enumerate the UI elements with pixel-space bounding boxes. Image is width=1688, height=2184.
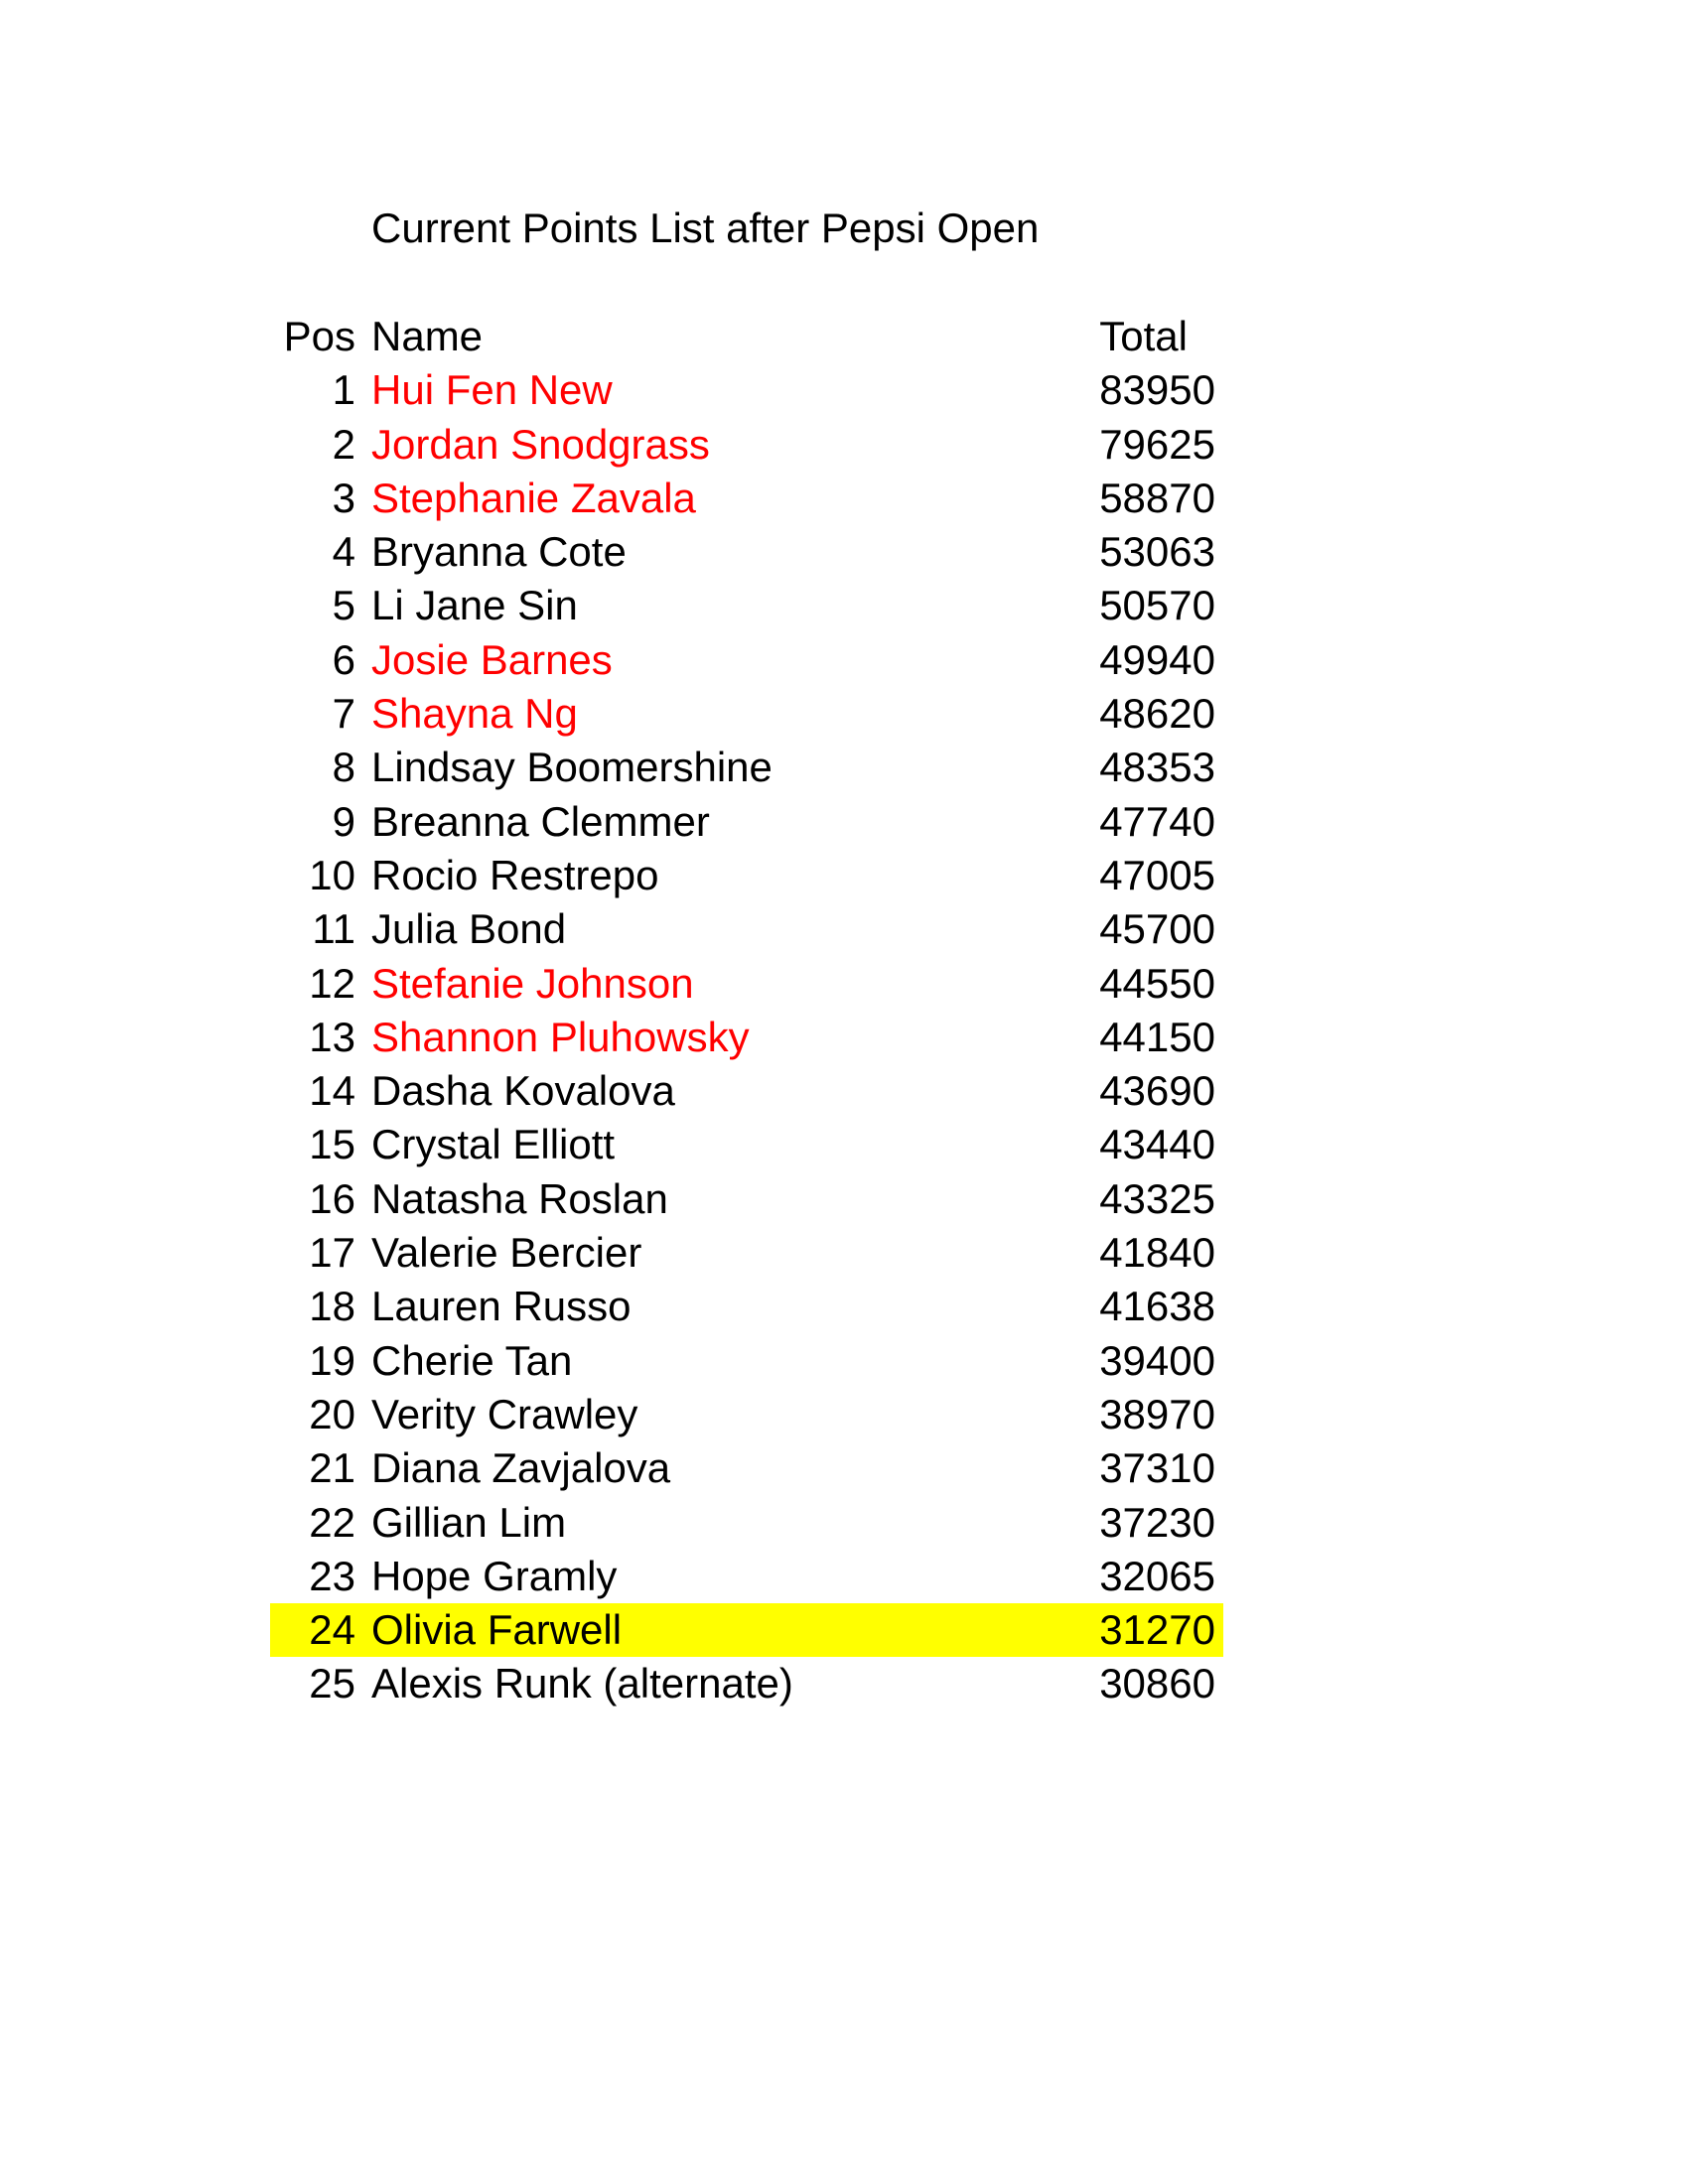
row-name: Hope Gramly: [371, 1552, 618, 1599]
table-row: [270, 849, 1223, 902]
table-row: [270, 1172, 1223, 1226]
table-row: [270, 795, 1223, 849]
row-pos: 5: [332, 582, 355, 629]
header-name: Name: [371, 313, 484, 359]
row-total: 43440: [1099, 1121, 1215, 1168]
table-row: [270, 741, 1223, 794]
table-row: [270, 1496, 1223, 1550]
row-pos: 7: [332, 690, 355, 738]
row-total: 47005: [1099, 851, 1215, 898]
table-row: [270, 363, 1223, 417]
table-row: [270, 1441, 1223, 1495]
row-name: Lauren Russo: [371, 1283, 632, 1330]
row-total: 48620: [1099, 690, 1215, 738]
row-total: 37310: [1099, 1444, 1215, 1492]
row-name: Crystal Elliott: [371, 1121, 616, 1168]
row-pos: 18: [309, 1283, 355, 1330]
row-name: Jordan Snodgrass: [371, 420, 710, 468]
row-total: 43690: [1099, 1067, 1215, 1115]
table-row: [270, 525, 1223, 579]
row-name: Dasha Kovalova: [371, 1067, 675, 1115]
row-pos: 20: [309, 1390, 355, 1437]
row-pos: 8: [332, 744, 355, 791]
row-name: Shannon Pluhowsky: [371, 1013, 750, 1060]
row-total: 44550: [1099, 959, 1215, 1007]
table-body: [270, 363, 1223, 1710]
row-name: Julia Bond: [371, 905, 567, 953]
table-row: [270, 1280, 1223, 1333]
row-pos: 23: [309, 1552, 355, 1599]
page-title: Current Points List after Pepsi Open: [371, 205, 1040, 251]
row-pos: 1: [332, 366, 355, 414]
row-total: 53063: [1099, 528, 1215, 576]
row-name: Josie Barnes: [371, 635, 613, 683]
table-row: [270, 633, 1223, 687]
row-pos: 6: [332, 635, 355, 683]
row-pos: 13: [309, 1013, 355, 1060]
row-pos: 17: [309, 1229, 355, 1277]
row-name: Diana Zavjalova: [371, 1444, 671, 1492]
row-total: 32065: [1099, 1552, 1215, 1599]
row-name: Natasha Roslan: [371, 1174, 668, 1222]
table-row: [270, 1657, 1223, 1710]
row-pos: 14: [309, 1067, 355, 1115]
row-pos: 24: [309, 1606, 355, 1654]
row-name: Li Jane Sin: [371, 582, 578, 629]
row-pos: 4: [332, 528, 355, 576]
row-name: Breanna Clemmer: [371, 797, 710, 845]
table-row: [270, 418, 1223, 472]
row-total: 50570: [1099, 582, 1215, 629]
table-row: [270, 1388, 1223, 1441]
row-total: 37230: [1099, 1498, 1215, 1546]
table-row: [270, 472, 1223, 525]
row-total: 49940: [1099, 635, 1215, 683]
row-pos: 19: [309, 1336, 355, 1384]
row-total: 47740: [1099, 797, 1215, 845]
row-name: Stefanie Johnson: [371, 959, 694, 1007]
table-row: [270, 1118, 1223, 1171]
row-name: Stephanie Zavala: [371, 474, 696, 521]
row-total: 43325: [1099, 1174, 1215, 1222]
row-name: Verity Crawley: [371, 1390, 638, 1437]
row-pos: 3: [332, 474, 355, 521]
points-table: [270, 310, 1223, 1711]
row-pos: 2: [332, 420, 355, 468]
table-row: [270, 1603, 1223, 1657]
row-total: 41840: [1099, 1229, 1215, 1277]
row-pos: 15: [309, 1121, 355, 1168]
table-row: [270, 1550, 1223, 1603]
table-row: [270, 687, 1223, 741]
row-pos: 16: [309, 1174, 355, 1222]
row-name: Bryanna Cote: [371, 528, 627, 576]
row-total: 45700: [1099, 905, 1215, 953]
table-row: [270, 579, 1223, 632]
row-name: Olivia Farwell: [371, 1606, 623, 1654]
row-total: 48353: [1099, 744, 1215, 791]
row-total: 79625: [1099, 420, 1215, 468]
row-pos: 21: [309, 1444, 355, 1492]
row-pos: 11: [312, 905, 355, 953]
row-name: Gillian Lim: [371, 1498, 567, 1546]
row-name: Shayna Ng: [371, 690, 578, 738]
row-total: 83950: [1099, 366, 1215, 414]
table-row: [270, 1226, 1223, 1280]
row-pos: 22: [309, 1498, 355, 1546]
row-total: 38970: [1099, 1390, 1215, 1437]
table-row: [270, 1011, 1223, 1064]
row-total: 44150: [1099, 1013, 1215, 1060]
row-pos: 25: [309, 1660, 355, 1707]
row-name: Valerie Bercier: [371, 1229, 642, 1277]
row-name: Cherie Tan: [371, 1336, 573, 1384]
row-name: Alexis Runk (alternate): [371, 1660, 793, 1707]
row-total: 30860: [1099, 1660, 1215, 1707]
row-total: 39400: [1099, 1336, 1215, 1384]
row-pos: 9: [332, 797, 355, 845]
row-pos: 12: [309, 959, 355, 1007]
row-total: 41638: [1099, 1283, 1215, 1330]
row-total: 58870: [1099, 474, 1215, 521]
table-row: [270, 902, 1223, 956]
row-name: Hui Fen New: [371, 366, 613, 414]
row-total: 31270: [1099, 1606, 1215, 1654]
table-row: [270, 1064, 1223, 1118]
table-row: [270, 957, 1223, 1011]
header-pos: Pos: [283, 313, 355, 359]
header-total: Total: [1099, 313, 1188, 359]
table-row: [270, 1334, 1223, 1388]
row-name: Lindsay Boomershine: [371, 744, 773, 791]
row-name: Rocio Restrepo: [371, 851, 659, 898]
row-pos: 10: [309, 851, 355, 898]
table-header: [270, 310, 1223, 363]
